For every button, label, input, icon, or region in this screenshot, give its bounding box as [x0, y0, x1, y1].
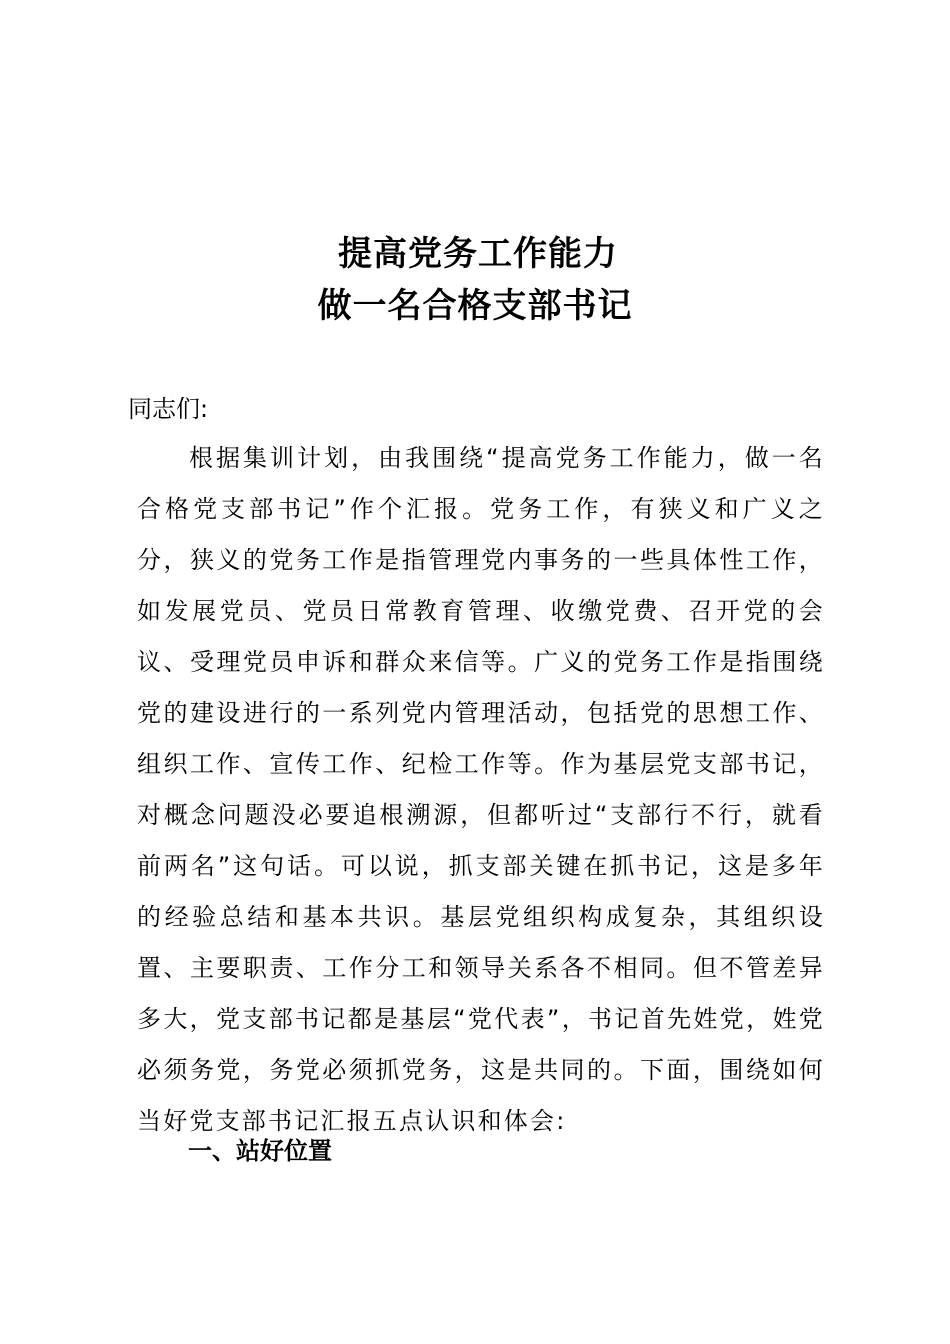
title-line-1: 提高党务工作能力	[338, 234, 618, 274]
title-line-2: 做一名合格支部书记	[317, 286, 633, 326]
document-title	[0, 228, 950, 332]
section-heading-1: 一、站好位置	[188, 1136, 332, 1165]
body-paragraph: 根据集训计划，由我围绕“提高党务工作能力，做一名合格党支部书记”作个汇报。党务工作，有狭义和广义之分，狭义的党务工作是指管理党内事务的一些具体性工作，如发展党员、党员日常教育管理、收缴党费、召开党的会议、受理党员申诉和群众来信等。广义的党务工作是指围绕党的建设进行的一系列党内管理活动，包括党的思想工作、组织工作、宣传工作、纪检工作等。作为基层党支部书记，对概念问题没必要追根溯源，但都听过“支部行不行，就看前两名”这句话。可以说，抓支部关键在抓书记，这是多年的经验总结和基本共识。基层党组织构成复杂，其组织设置、主要职责、工作分工和领导关系各不相同。但不管差异多大，党支部书记都是基层“党代表”，书记首先姓党，姓党必须务党，务党必须抓党务，这是共同的。下面，围绕如何当好党支部书记汇报五点认识和体会:	[137, 444, 825, 1135]
salutation: 同志们:	[128, 395, 209, 423]
